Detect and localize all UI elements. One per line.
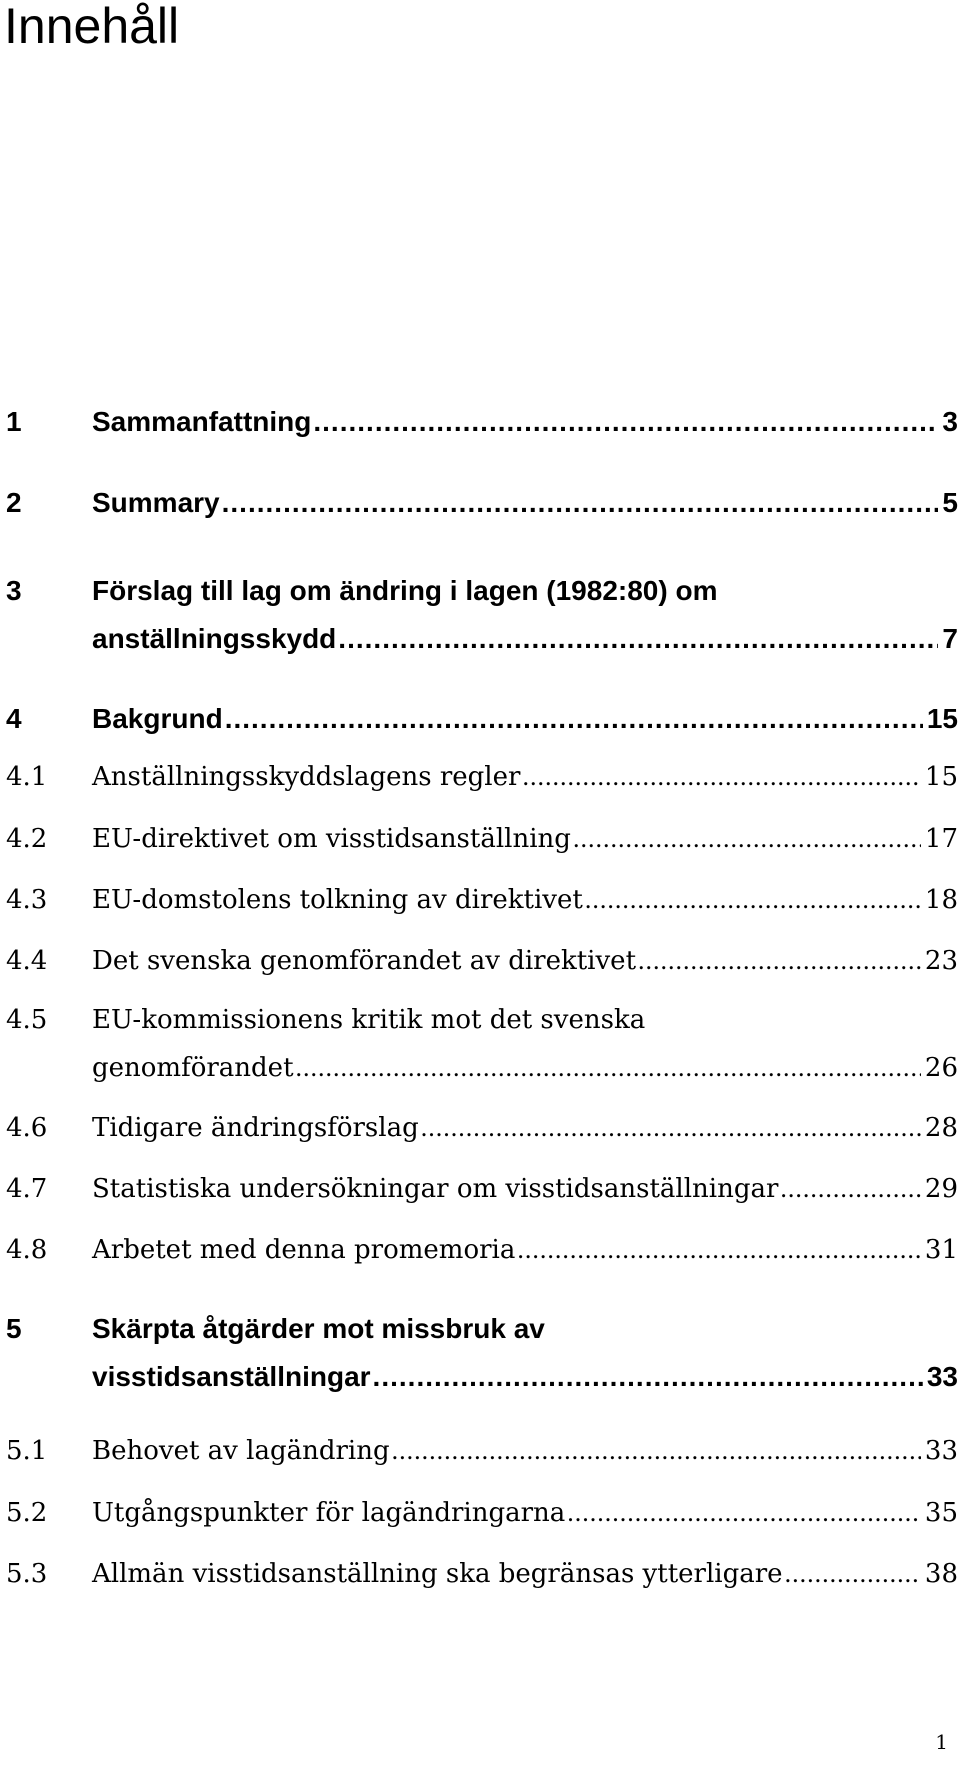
toc-entry-4-4[interactable] xyxy=(6,937,958,985)
toc-number: 4.6 xyxy=(6,1113,48,1143)
toc-entry-4-7[interactable] xyxy=(6,1165,958,1213)
toc-page-number: 29 xyxy=(924,1174,958,1204)
toc-number: 4 xyxy=(6,703,22,734)
dot-leader xyxy=(222,479,939,527)
toc-title-continued: visstidsanställningar xyxy=(92,1361,371,1392)
toc-page-number: 38 xyxy=(924,1559,958,1589)
toc-title: Behovet av lagändring xyxy=(92,1436,390,1466)
toc-entry-2[interactable] xyxy=(6,479,958,527)
toc-number: 5.3 xyxy=(6,1559,48,1589)
dot-leader xyxy=(780,1165,921,1213)
dot-leader xyxy=(522,753,920,801)
page-number: 1 xyxy=(935,1730,948,1754)
toc-title: Förslag till lag om ändring i lagen (1982:80) om xyxy=(92,575,718,606)
toc-entry-5[interactable] xyxy=(6,1305,958,1401)
dot-leader xyxy=(338,615,938,663)
toc-title: Summary xyxy=(92,487,220,518)
toc-page-number: 18 xyxy=(924,885,958,915)
toc-title-continued: genomförandet xyxy=(92,1053,294,1083)
toc-title: Skärpta åtgärder mot missbruk av xyxy=(92,1313,545,1344)
toc-page-number: 35 xyxy=(924,1498,958,1528)
page-title: Innehåll xyxy=(4,0,180,54)
dot-leader xyxy=(225,695,923,743)
dot-leader xyxy=(296,1044,921,1092)
toc-number: 4.2 xyxy=(6,824,48,854)
toc-page-number: 33 xyxy=(924,1436,958,1466)
toc-title: Allmän visstidsanställning ska begränsas ytterligare xyxy=(92,1559,783,1589)
toc-title: Arbetet med denna promemoria xyxy=(92,1235,516,1265)
toc-number: 4.4 xyxy=(6,946,48,976)
toc-entry-4-8[interactable] xyxy=(6,1226,958,1274)
toc-title: EU-kommissionens kritik mot det svenska xyxy=(92,1005,646,1035)
toc-entry-5-1[interactable] xyxy=(6,1427,958,1475)
toc-page-number: 15 xyxy=(926,703,958,734)
toc-entry-5-2[interactable] xyxy=(6,1489,958,1537)
toc-page-number: 17 xyxy=(924,824,958,854)
toc-title: Tidigare ändringsförslag xyxy=(92,1113,419,1143)
toc-page-number: 33 xyxy=(926,1361,958,1392)
toc-number: 5.1 xyxy=(6,1436,48,1466)
toc-entry-4-6[interactable] xyxy=(6,1104,958,1152)
toc-number: 5 xyxy=(6,1313,22,1344)
toc-entry-1[interactable] xyxy=(6,398,958,446)
toc-number: 1 xyxy=(6,406,22,437)
dot-leader xyxy=(421,1104,921,1152)
toc-title: EU-domstolens tolkning av direktivet xyxy=(92,885,583,915)
dot-leader xyxy=(313,398,938,446)
dot-leader xyxy=(392,1427,921,1475)
toc-page-number: 26 xyxy=(924,1053,958,1083)
toc-title: Utgångspunkter för lagändringarna xyxy=(92,1498,566,1528)
toc-title: Sammanfattning xyxy=(92,406,312,437)
dot-leader xyxy=(517,1226,921,1274)
dot-leader xyxy=(373,1353,923,1401)
toc-entry-5-3[interactable] xyxy=(6,1550,958,1598)
toc-number: 3 xyxy=(6,575,22,606)
toc-page-number: 3 xyxy=(942,406,958,437)
toc-page-number: 7 xyxy=(942,623,958,654)
toc-number: 5.2 xyxy=(6,1498,48,1528)
toc-entry-4-1[interactable] xyxy=(6,753,958,801)
toc-number: 2 xyxy=(6,487,22,518)
toc-title: Bakgrund xyxy=(92,703,223,734)
toc-number: 4.1 xyxy=(6,762,48,792)
dot-leader xyxy=(567,1489,921,1537)
dot-leader xyxy=(638,937,921,985)
toc-title: Det svenska genomförandet av direktivet xyxy=(92,946,637,976)
toc-page-number: 5 xyxy=(942,487,958,518)
toc-entry-4[interactable] xyxy=(6,695,958,743)
dot-leader xyxy=(585,876,921,924)
toc-entry-4-2[interactable] xyxy=(6,815,958,863)
toc-page-number: 23 xyxy=(924,946,958,976)
toc-number: 4.7 xyxy=(6,1174,48,1204)
toc-page-number: 31 xyxy=(924,1235,958,1265)
dot-leader xyxy=(573,815,921,863)
dot-leader xyxy=(785,1550,921,1598)
toc-number: 4.8 xyxy=(6,1235,48,1265)
toc-title: EU-direktivet om visstidsanställning xyxy=(92,824,571,854)
toc-entry-3[interactable] xyxy=(6,567,958,663)
toc-number: 4.3 xyxy=(6,885,48,915)
toc-page-number: 28 xyxy=(924,1113,958,1143)
toc-number: 4.5 xyxy=(6,1005,48,1035)
toc-title-continued: anställningsskydd xyxy=(92,623,337,654)
toc-title: Anställningsskyddslagens regler xyxy=(92,762,521,792)
toc-page-number: 15 xyxy=(924,762,958,792)
toc-entry-4-3[interactable] xyxy=(6,876,958,924)
toc-entry-4-5[interactable] xyxy=(6,996,958,1092)
toc-title: Statistiska undersökningar om visstidsanställningar xyxy=(92,1174,779,1204)
